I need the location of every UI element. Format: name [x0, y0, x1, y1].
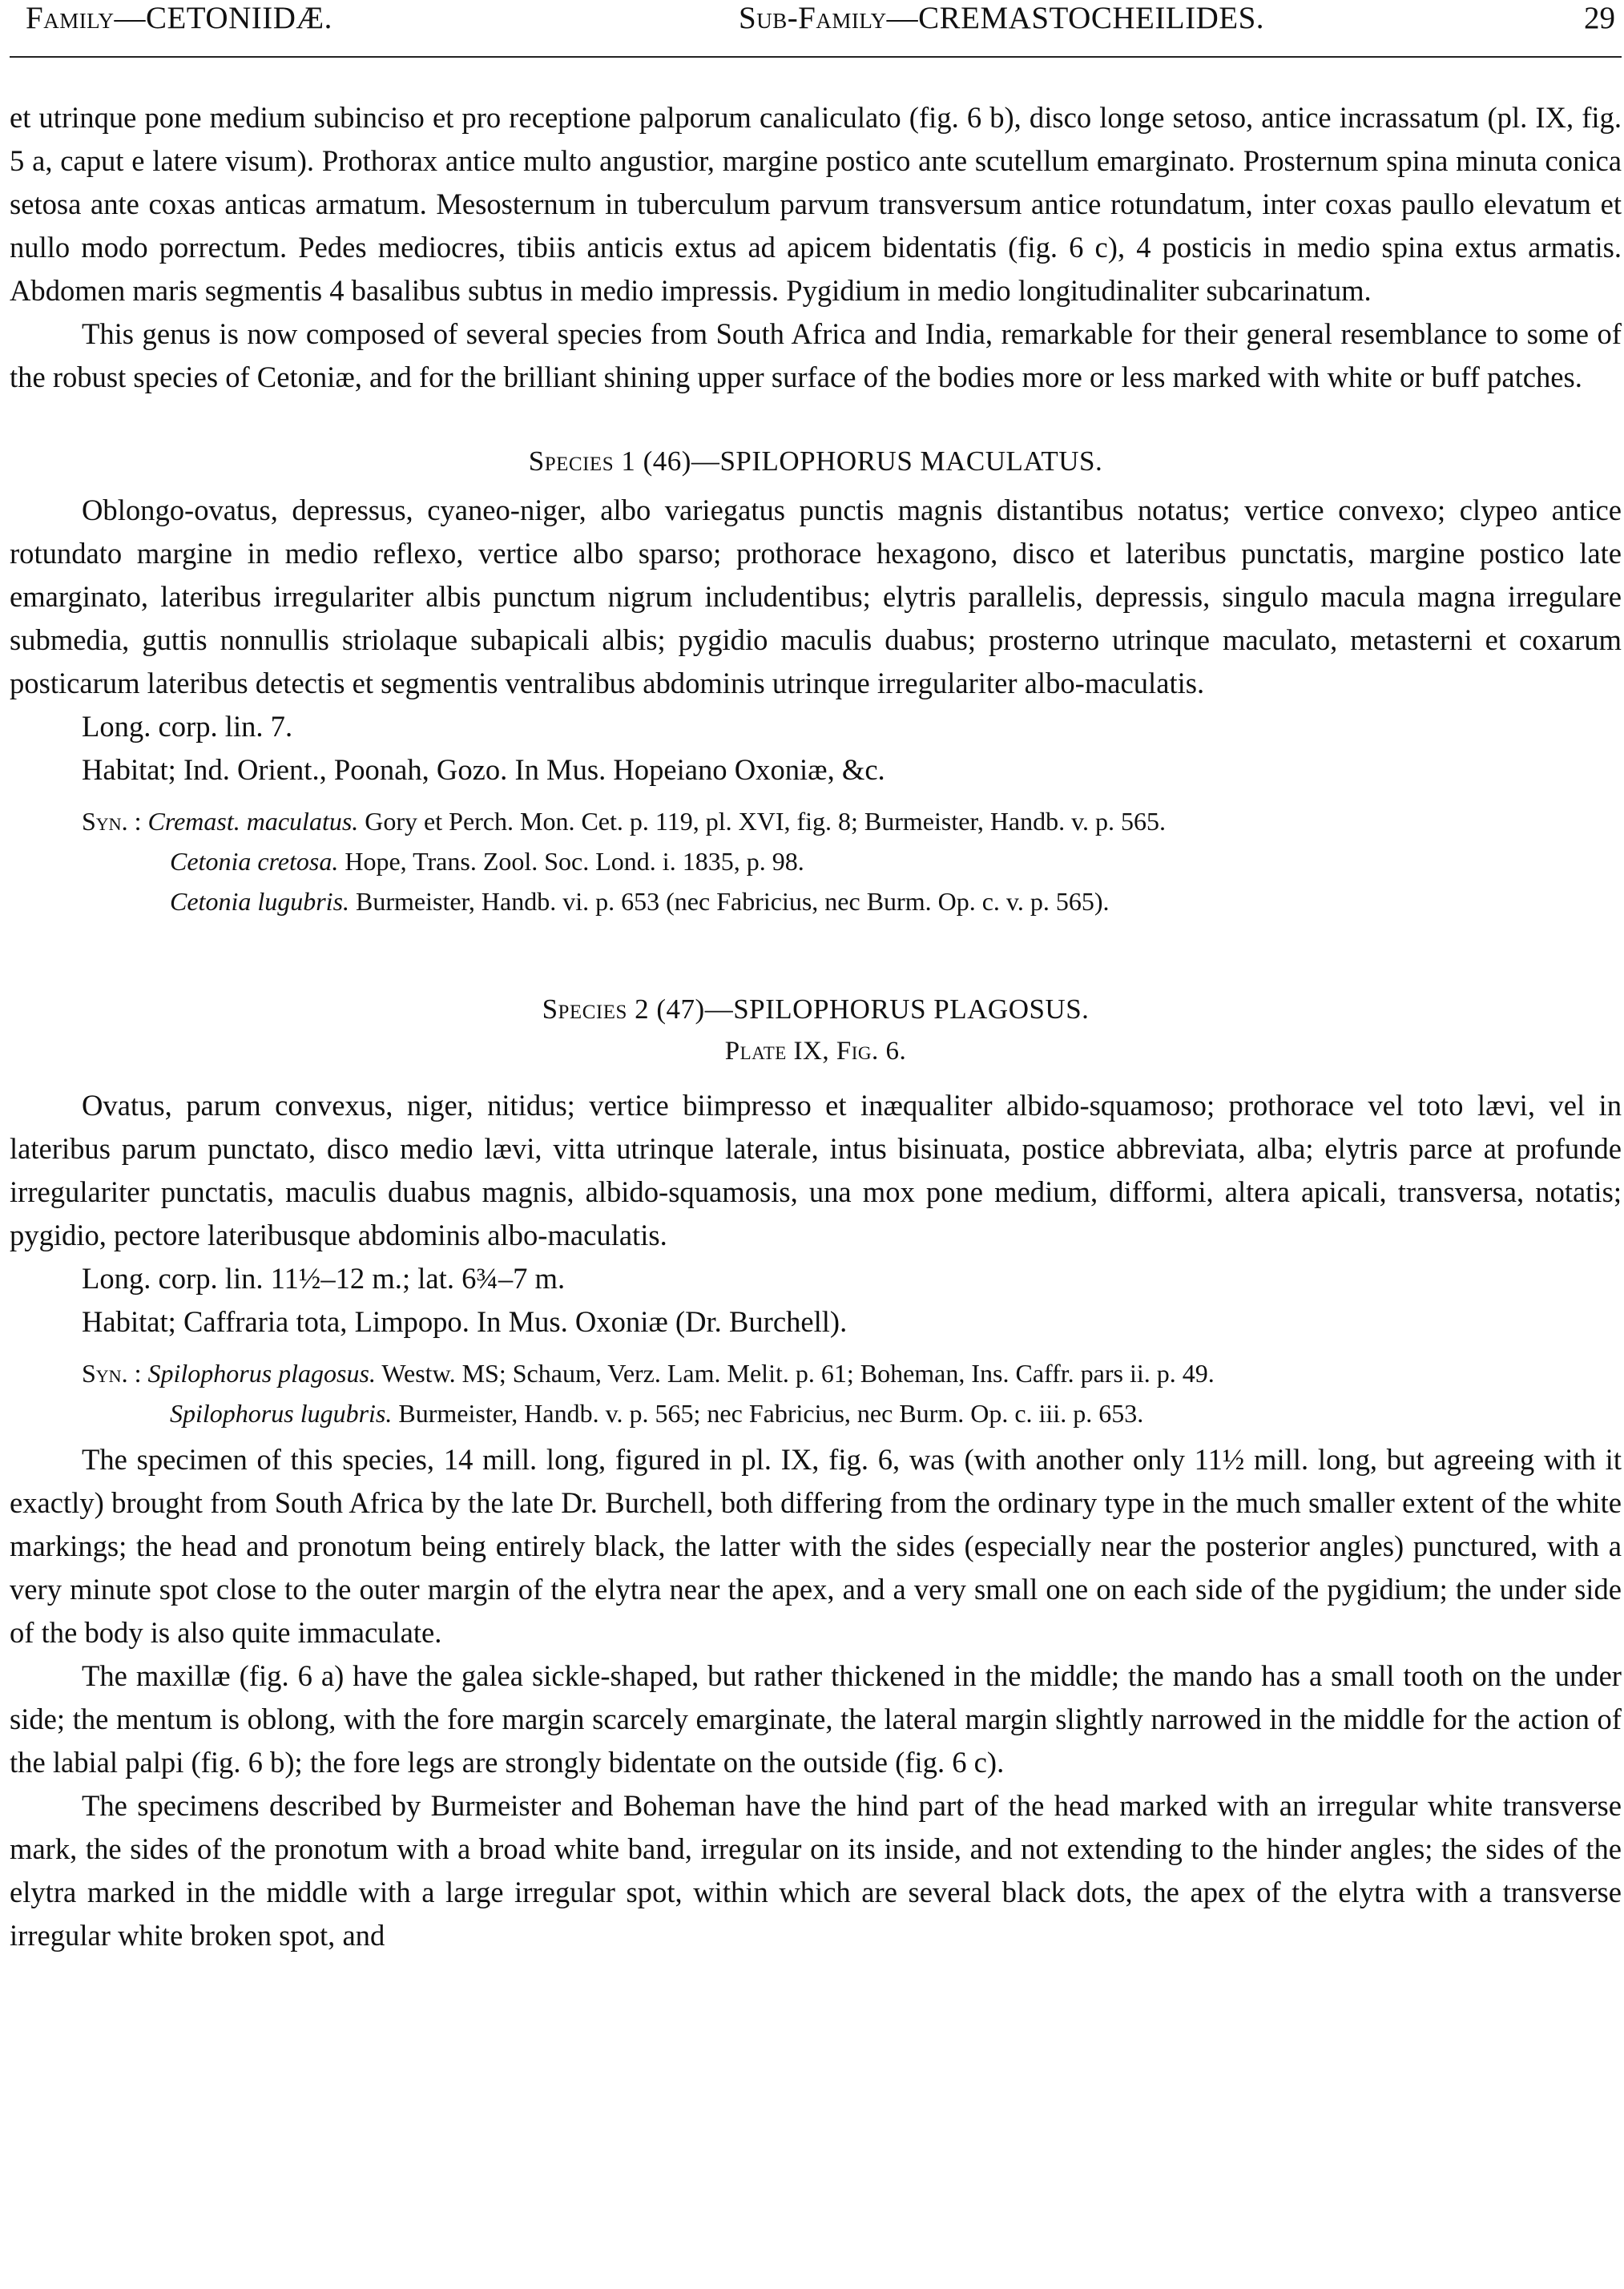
synonym-row: [10, 801, 1622, 841]
species-1-heading-name: SPILOPHORUS MACULATUS.: [719, 445, 1103, 477]
synonym-name: Spilophorus lugubris.: [170, 1399, 393, 1428]
synonym-name: Cremast. maculatus.: [147, 807, 359, 836]
genus-note: This genus is now composed of several species from South Africa and India, remarkable for their general resemblance to some of the robust species of Cetoniæ, and for the brilliant shining upper surface of the bodies more or less marked with white or buff patches.: [10, 317, 1622, 393]
page-number: 29: [1584, 1, 1615, 35]
synonym-row: [10, 841, 1622, 881]
synonym-ref: Burmeister, Handb. vi. p. 653 (nec Fabricius, nec Burm. Op. c. v. p. 565).: [356, 887, 1110, 916]
species-2-synonymy: [10, 1353, 1622, 1433]
synonym-row: [10, 1393, 1622, 1433]
plate-reference: Plate IX, Fig. 6.: [724, 1037, 907, 1066]
species-1-heading: [10, 445, 1622, 478]
synonym-ref: Hope, Trans. Zool. Soc. Lond. i. 1835, p. 98.: [345, 847, 804, 876]
latin-continuation: et utrinque pone medium subinciso et pro receptione palporum canaliculato (fig. 6 b), disco longe setoso, antice incrassatum (pl. IX, fig. 5 a, caput e latere visum). Prothorax antice multo angustior, margine postico ante scutellum emarginato. Prosternum spina minuta conica setosa ante coxas anticas armatum. Mesosternum in tuberculum parvum transversum antice rotundatum, inter coxas paullo elevatum et nullo modo porrectum. Pedes mediocres, tibiis anticis extus ad apicem bidentatis (fig. 6 c), 4 posticis in medio spina extus armatis. Abdomen maris segmentis 4 basalibus subtus in medio impressis. Pygidium in medio longitudinaliter subcarinatum.: [10, 101, 1622, 307]
species-2-note-2: The maxillæ (fig. 6 a) have the galea sickle-shaped, but rather thickened in the middle; the mando has a small tooth on the under side; the mentum is oblong, with the fore margin scarcely emarginate, the lateral margin slightly narrowed in the middle for the action of the labial palpi (fig. 6 b); the fore legs are strongly bidentate on the outside (fig. 6 c).: [10, 1659, 1622, 1779]
species-1-length: Long. corp. lin. 7.: [82, 710, 293, 743]
synonym-name: Cetonia cretosa.: [170, 847, 339, 876]
syn-label: Syn. :: [82, 1359, 142, 1388]
species-2-note-1: The specimen of this species, 14 mill. long, figured in pl. IX, fig. 6, was (with another only 11½ mill. long, but agreeing with it exactly) brought from South Africa by the late Dr. Burchell, both differing from the ordinary type in the much smaller extent of the white markings; the head and pronotum being entirely black, the latter with the sides (especially near the posterior angles) punctured, with a very minute spot close to the outer margin of the elytra near the apex, and a very small one on each side of the pygidium; the under side of the body is also quite immaculate.: [10, 1443, 1622, 1649]
species-2-heading-name: SPILOPHORUS PLAGOSUS.: [733, 993, 1090, 1025]
species-2-note-3: The specimens described by Burmeister and Boheman have the hind part of the head marked with an irregular white transverse mark, the sides of the pronotum with a broad white band, irregular on its inside, and not extending to the hinder angles; the sides of the elytra marked in the middle with a large irregular spot, within which are several black dots, the apex of the elytra with a transverse irregular white broken spot, and: [10, 1789, 1622, 1952]
synonym-ref: Gory et Perch. Mon. Cet. p. 119, pl. XVI, fig. 8; Burmeister, Handb. v. p. 565.: [365, 807, 1167, 836]
synonym-name: Spilophorus plagosus.: [147, 1359, 376, 1388]
synonym-ref: Westw. MS; Schaum, Verz. Lam. Melit. p. 61; Boheman, Ins. Caffr. pars ii. p. 49.: [381, 1359, 1215, 1388]
synonym-row: [10, 1353, 1622, 1393]
species-2-heading-prefix: Species 2 (47)—: [542, 993, 734, 1025]
syn-label: Syn. :: [82, 807, 142, 836]
running-header: [10, 0, 1622, 58]
species-2-heading: [10, 993, 1622, 1026]
species-1-synonymy: [10, 801, 1622, 921]
header-subfamily: Sub-Family—CREMASTOCHEILIDES.: [739, 1, 1265, 35]
species-2-habitat: Habitat; Caffraria tota, Limpopo. In Mus. Oxoniæ (Dr. Burchell).: [82, 1305, 848, 1338]
synonym-name: Cetonia lugubris.: [170, 887, 350, 916]
species-2-length: Long. corp. lin. 11½–12 m.; lat. 6¾–7 m.: [82, 1262, 566, 1295]
species-1-habitat: Habitat; Ind. Orient., Poonah, Gozo. In Mus. Hopeiano Oxoniæ, &c.: [82, 753, 885, 786]
page: [10, 0, 1622, 1957]
species-1-heading-prefix: Species 1 (46)—: [528, 445, 720, 477]
header-family: Family—CETONIIDÆ.: [26, 1, 332, 35]
species-1-description: Oblongo-ovatus, depressus, cyaneo-niger, albo variegatus punctis magnis distantibus notatus; vertice convexo; clypeo antice rotundato margine in medio reflexo, vertice albo sparso; prothorace hexagono, disco et lateribus punctatis, margine postico late emarginato, lateribus irregulariter albis punctum nigrum includentibus; elytris parallelis, depressis, singulo macula magna irregulare submedia, guttis nonnullis striolaque subapicali albis; pygidio maculis duabus; prosterno utrinque maculato, metasterni et coxarum posticarum lateribus detectis et segmentis ventralibus abdominis utrinque irregulariter albo-maculatis.: [10, 494, 1622, 699]
synonym-ref: Burmeister, Handb. v. p. 565; nec Fabricius, nec Burm. Op. c. iii. p. 653.: [398, 1399, 1144, 1428]
synonym-row: [10, 881, 1622, 921]
species-2-description: Ovatus, parum convexus, niger, nitidus; vertice biimpresso et inæqualiter albido-squamoso; prothorace vel toto lævi, vel in lateribus parum punctato, disco medio lævi, vitta utrinque laterale, intus bisinuata, postice abbreviata, alba; elytris parce at profunde irregulariter punctatis, maculis duabus magnis, albido-squamosis, una mox pone medium, difformi, altera apicali, transversa, notatis; pygidio, pectore lateribusque abdominis albo-maculatis.: [10, 1089, 1622, 1251]
